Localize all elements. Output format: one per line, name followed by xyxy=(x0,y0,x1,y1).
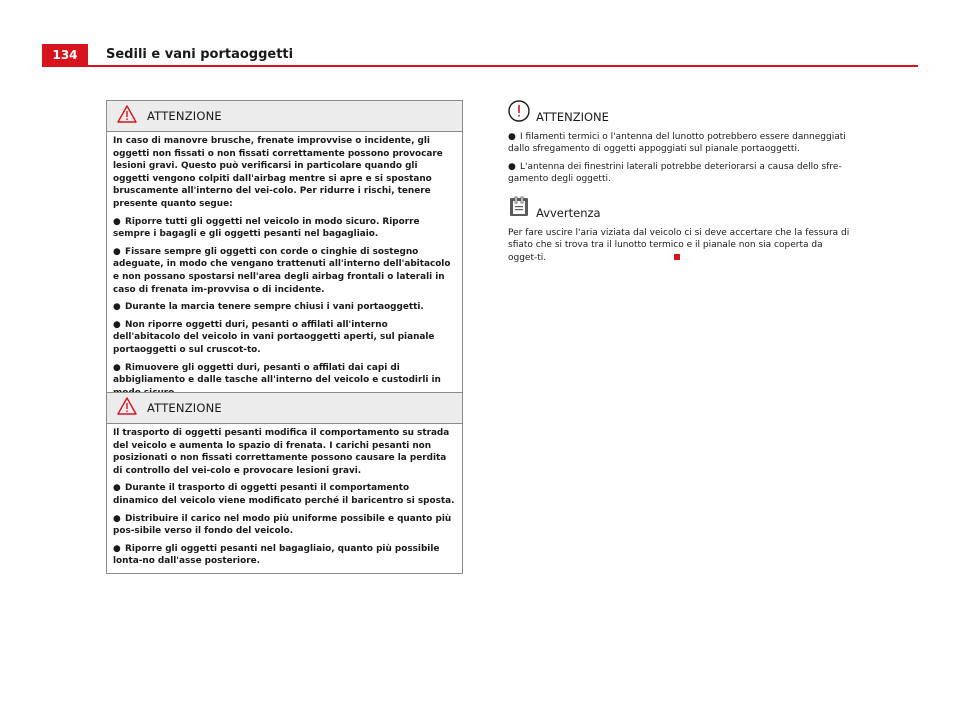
warning-bullet: ● Riporre tutti gli oggetti nel veicolo in modo sicuro. Riporre sempre i bagagli e gli oggetti pesanti nel bagagliaio. xyxy=(113,216,420,240)
warning-bullet: ● Durante il trasporto di oggetti pesanti il comportamento dinamico del veicolo viene modificato perché il baricentro si sposta. xyxy=(113,483,455,506)
caution-bullet: ● L'antenna dei finestrini laterali potrebbe deteriorarsi a causa dello sfre-gamento degli oggetti. xyxy=(508,161,842,185)
note-text: Per fare uscire l'aria viziata dal veicolo ci si deve accertare che la fessura di sfiato che si trova tra il lunotto termico e il pianale non sia coperta da ogget-ti. xyxy=(508,227,850,263)
warning-body xyxy=(107,424,462,573)
warning-intro: In caso di manovre brusche, frenate improvvise o incidente, gli oggetti non fissati o non fissati correttamente possono provocare lesioni gravi. Questo può verificarsi in particolare quando gli oggetti vengono colpiti dall'airbag mentre si apre e si spostano bruscamente all'interno del vei-colo. Per ridurre i rischi, tenere presente quanto segue: xyxy=(113,136,443,209)
warning-bullet: ● Fissare sempre gli oggetti con corde o cinghie di sostegno adeguate, in modo che vengano trattenuti all'interno dell'abitacolo e non possano spostarsi nell'area degli airbag frontali o laterali in caso di frenata im-provvisa o di incidente. xyxy=(113,246,451,295)
warning-bullet: ● Riporre gli oggetti pesanti nel bagagliaio, quanto più possibile lonta-no dall'asse posteriore. xyxy=(113,543,440,567)
right-column xyxy=(508,100,853,269)
warning-title: ATTENZIONE xyxy=(147,401,222,415)
warning-triangle-icon xyxy=(117,105,147,127)
note-header xyxy=(508,196,853,223)
warning-intro: Il trasporto di oggetti pesanti modifica il comportamento su strada del veicolo e aumenta lo spazio di frenata. I carichi pesanti non posizionati o non fissati correttamente possono causare la perdita di controllo del vei-colo e provocare lesioni gravi. xyxy=(113,428,450,476)
note-title: Avvertenza xyxy=(536,205,601,220)
header-divider xyxy=(42,65,918,67)
warning-header xyxy=(107,101,462,132)
page-number: 134 xyxy=(42,44,88,66)
exclamation-circle-icon xyxy=(508,100,530,127)
warning-triangle-icon xyxy=(117,397,147,419)
caution-header xyxy=(508,100,853,127)
warning-box-2 xyxy=(106,392,463,574)
warning-title: ATTENZIONE xyxy=(147,109,222,123)
note-icon xyxy=(508,196,530,223)
warning-bullet: ● Durante la marcia tenere sempre chiusi i vani portaoggetti. xyxy=(113,302,424,313)
chapter-title: Sedili e vani portaoggetti xyxy=(106,47,294,62)
warning-bullet: ● Distribuire il carico nel modo più uniforme possibile e quanto più pos-sibile verso il fondo del veicolo. xyxy=(113,513,452,537)
warning-box-1 xyxy=(106,100,463,405)
warning-bullet: ● Rimuovere gli oggetti duri, pesanti o affilati dai capi di abbigliamento e dalle tasche all'interno del veicolo e custodirli in xyxy=(113,362,441,386)
end-of-section-marker xyxy=(674,254,680,260)
caution-bullet: ● I filamenti termici o l'antenna del lunotto potrebbero essere danneggiati dallo sfregamento di oggetti appoggiati sul pianale portaoggetti. xyxy=(508,131,846,155)
warning-body xyxy=(107,132,462,404)
warning-bullet: ● Non riporre oggetti duri, pesanti o affilati all'interno dell'abitacolo del veicolo in vani portaoggetti aperti, sul pianale portaoggetti o sul cruscot-to. xyxy=(113,319,435,355)
caution-title: ATTENZIONE xyxy=(536,110,609,124)
warning-header xyxy=(107,393,462,424)
